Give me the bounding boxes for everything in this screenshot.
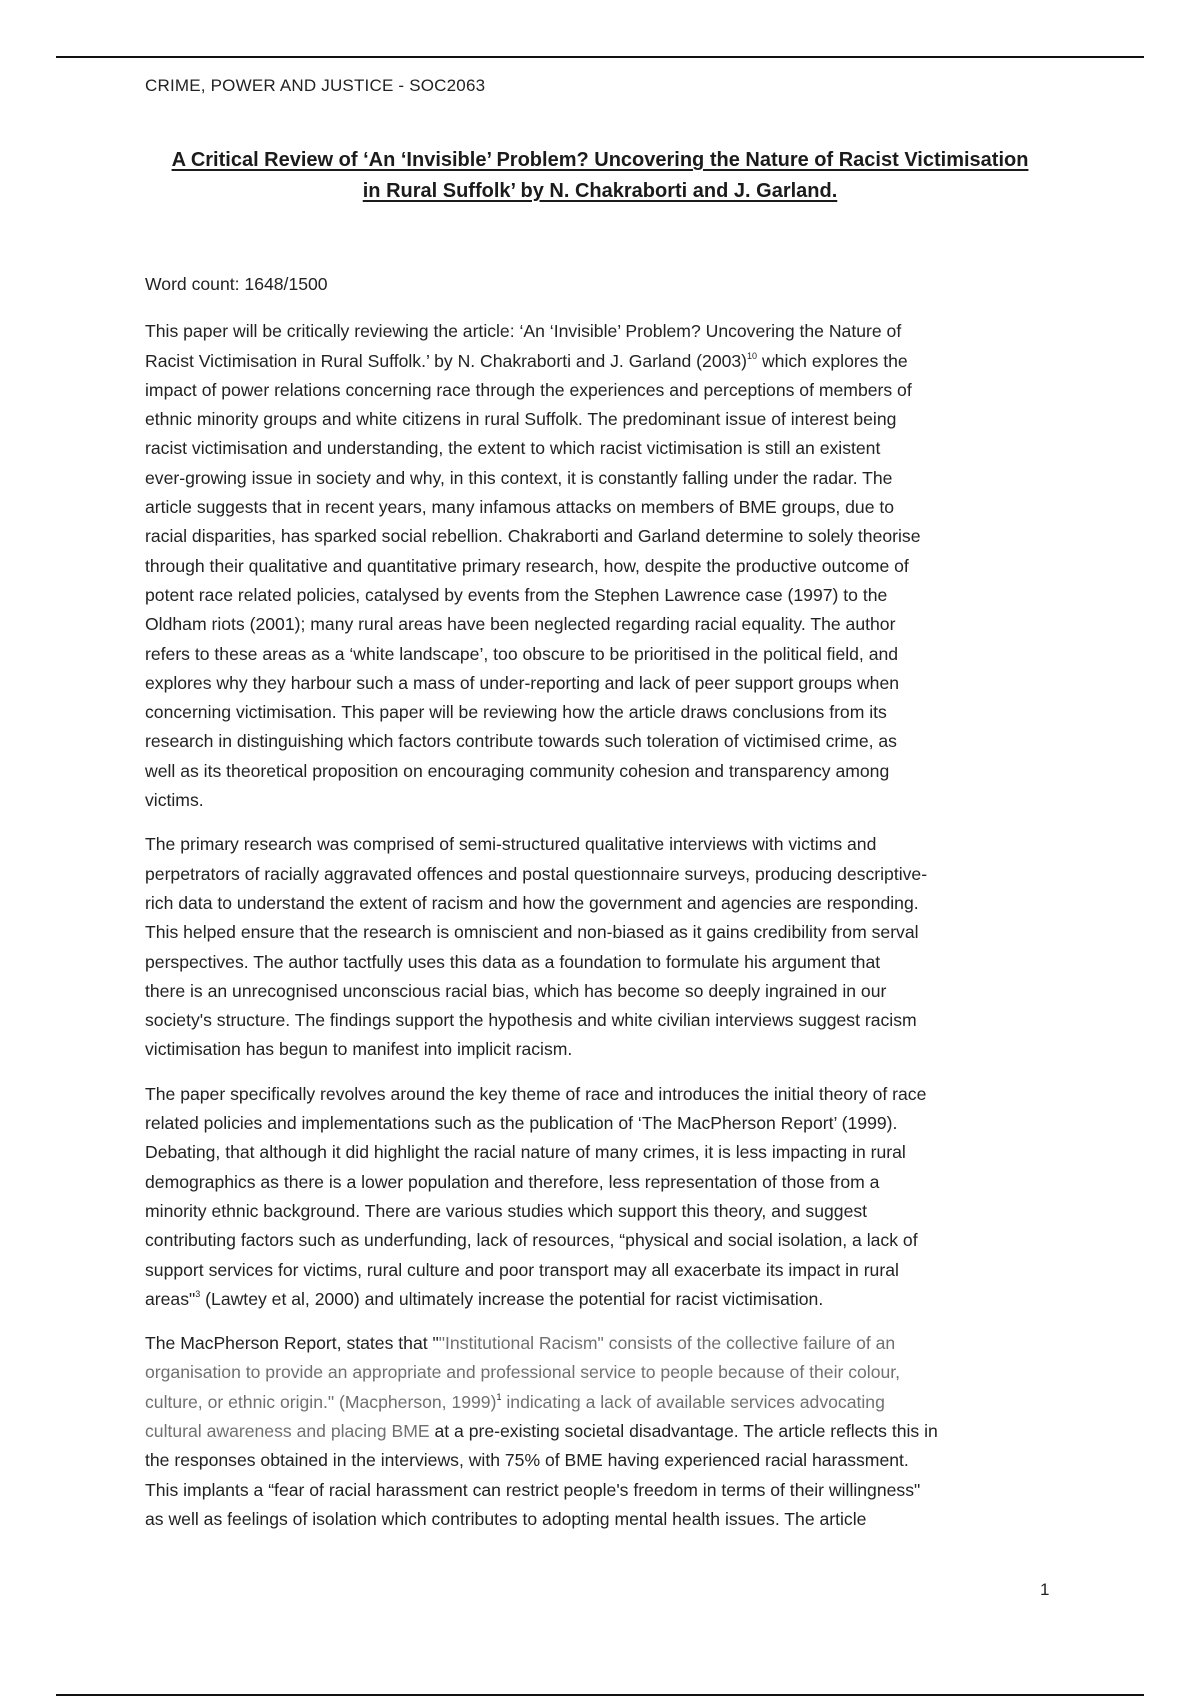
text-line	[145, 1329, 1065, 1358]
quoted-text: culture, or ethnic origin." (Macpherson, 1999)	[145, 1391, 497, 1412]
text-line: ever-growing issue in society and why, in this context, it is constantly falling under the radar. The	[145, 467, 893, 488]
text-line: well as its theoretical proposition on encouraging community cohesion and transparency among	[145, 760, 890, 781]
text-segment: areas"	[145, 1288, 196, 1309]
page-number: 1	[1040, 1580, 1050, 1599]
text-line: contributing factors such as underfunding, lack of resources, “physical and social isolation, a lack of	[145, 1230, 918, 1251]
text-segment: at a pre-existing societal disadvantage. The article reflects this in	[429, 1420, 938, 1441]
text-line: explores why they harbour such a mass of under-reporting and lack of peer support groups when	[145, 672, 900, 693]
document-body	[145, 270, 1065, 1549]
text-line: research in distinguishing which factors contribute towards such toleration of victimised crime, as	[145, 731, 897, 752]
text-line: victims.	[145, 790, 204, 811]
text-line: related policies and implementations such as the publication of ‘The MacPherson Report’ (1999).	[145, 1113, 898, 1134]
text-line: This paper will be critically reviewing the article: ‘An ‘Invisible’ Problem? Uncovering the Nature of	[145, 321, 902, 342]
footnote-ref: 3	[195, 1288, 201, 1299]
text-line: Oldham riots (2001); many rural areas have been neglected regarding racial equality. The author	[145, 614, 896, 635]
footnote-ref: 1	[496, 1391, 502, 1402]
word-count: Word count: 1648/1500	[145, 274, 328, 294]
text-segment: (Lawtey et al, 2000) and ultimately increase the potential for racist victimisation.	[200, 1288, 824, 1309]
text-line	[145, 1285, 1065, 1314]
text-line: article suggests that in recent years, many infamous attacks on members of BME groups, due to	[145, 497, 895, 518]
paragraph-4	[145, 1329, 1065, 1534]
text-line: refers to these areas as a ‘white landscape’, too obscure to be prioritised in the political field, and	[145, 643, 899, 664]
text-line: racist victimisation and understanding, the extent to which racist victimisation is still an existent	[145, 438, 881, 459]
text-line: demographics as there is a lower population and therefore, less representation of those from a	[145, 1171, 880, 1192]
paragraph-2	[145, 830, 1065, 1064]
text-line: The paper specifically revolves around the key theme of race and introduces the initial theory of race	[145, 1083, 927, 1104]
text-line: society's structure. The findings support the hypothesis and white civilian interviews suggest racism	[145, 1010, 917, 1031]
text-line	[145, 347, 1065, 376]
footnote-ref: 10	[747, 350, 758, 361]
text-line: victimisation has begun to manifest into implicit racism.	[145, 1039, 573, 1060]
quoted-text: cultural awareness and placing BME	[145, 1420, 430, 1441]
quoted-text: indicating a lack of available services advocating	[501, 1391, 885, 1412]
text-line: perpetrators of racially aggravated offences and postal questionnaire surveys, producing descriptive-	[145, 863, 928, 884]
text-line: This helped ensure that the research is omniscient and non-biased as it gains credibility from serval	[145, 922, 919, 943]
text-line: there is an unrecognised unconscious racial bias, which has become so deeply ingrained in our	[145, 980, 887, 1001]
course-header: CRIME, POWER AND JUSTICE - SOC2063	[145, 76, 486, 95]
title-line-2: in Rural Suffolk’ by N. Chakraborti and J. Garland.	[362, 180, 838, 202]
text-line: rich data to understand the extent of racism and how the government and agencies are responding.	[145, 892, 919, 913]
text-line: minority ethnic background. There are various studies which support this theory, and suggest	[145, 1200, 868, 1221]
quoted-text: "Institutional Racism" consists of the collective failure of an	[438, 1333, 896, 1354]
text-segment: which explores the	[757, 350, 908, 371]
text-line: as well as feelings of isolation which contributes to adopting mental health issues. The article	[145, 1508, 867, 1529]
text-line: the responses obtained in the interviews, with 75% of BME having experienced racial harassment.	[145, 1450, 909, 1471]
text-line: through their qualitative and quantitative primary research, how, despite the productive outcome of	[145, 555, 909, 576]
paragraph-1	[145, 317, 1065, 815]
top-divider	[56, 56, 1144, 58]
text-line: Debating, that although it did highlight the racial nature of many crimes, it is less impacting in rural	[145, 1142, 906, 1163]
text-line	[145, 1388, 1065, 1417]
text-segment: Racist Victimisation in Rural Suffolk.’ by N. Chakraborti and J. Garland (2003)	[145, 350, 748, 371]
text-line: ethnic minority groups and white citizens in rural Suffolk. The predominant issue of interest being	[145, 409, 897, 430]
quoted-text-line: organisation to provide an appropriate and professional service to people because of their colour,	[145, 1362, 901, 1383]
text-line: racial disparities, has sparked social rebellion. Chakraborti and Garland determine to solely theorise	[145, 526, 921, 547]
title-line-1: A Critical Review of ‘An ‘Invisible’ Problem? Uncovering the Nature of Racist Victimisation	[171, 149, 1029, 171]
text-line: potent race related policies, catalysed by events from the Stephen Lawrence case (1997) to the	[145, 584, 888, 605]
bottom-divider	[56, 1694, 1144, 1696]
text-line: support services for victims, rural culture and poor transport may all exacerbate its impact in rural	[145, 1259, 899, 1280]
text-line: The primary research was comprised of semi-structured qualitative interviews with victims and	[145, 834, 877, 855]
text-segment: The MacPherson Report, states that "	[145, 1333, 439, 1354]
paragraph-3	[145, 1080, 1065, 1314]
text-line: perspectives. The author tactfully uses this data as a foundation to formulate his argument that	[145, 951, 881, 972]
document-title	[120, 145, 1080, 207]
text-line: impact of power relations concerning race through the experiences and perceptions of members of	[145, 379, 912, 400]
text-line: This implants a “fear of racial harassment can restrict people's freedom in terms of their willingness"	[145, 1479, 921, 1500]
text-line	[145, 1417, 1065, 1446]
text-line: concerning victimisation. This paper will be reviewing how the article draws conclusions from its	[145, 702, 887, 723]
